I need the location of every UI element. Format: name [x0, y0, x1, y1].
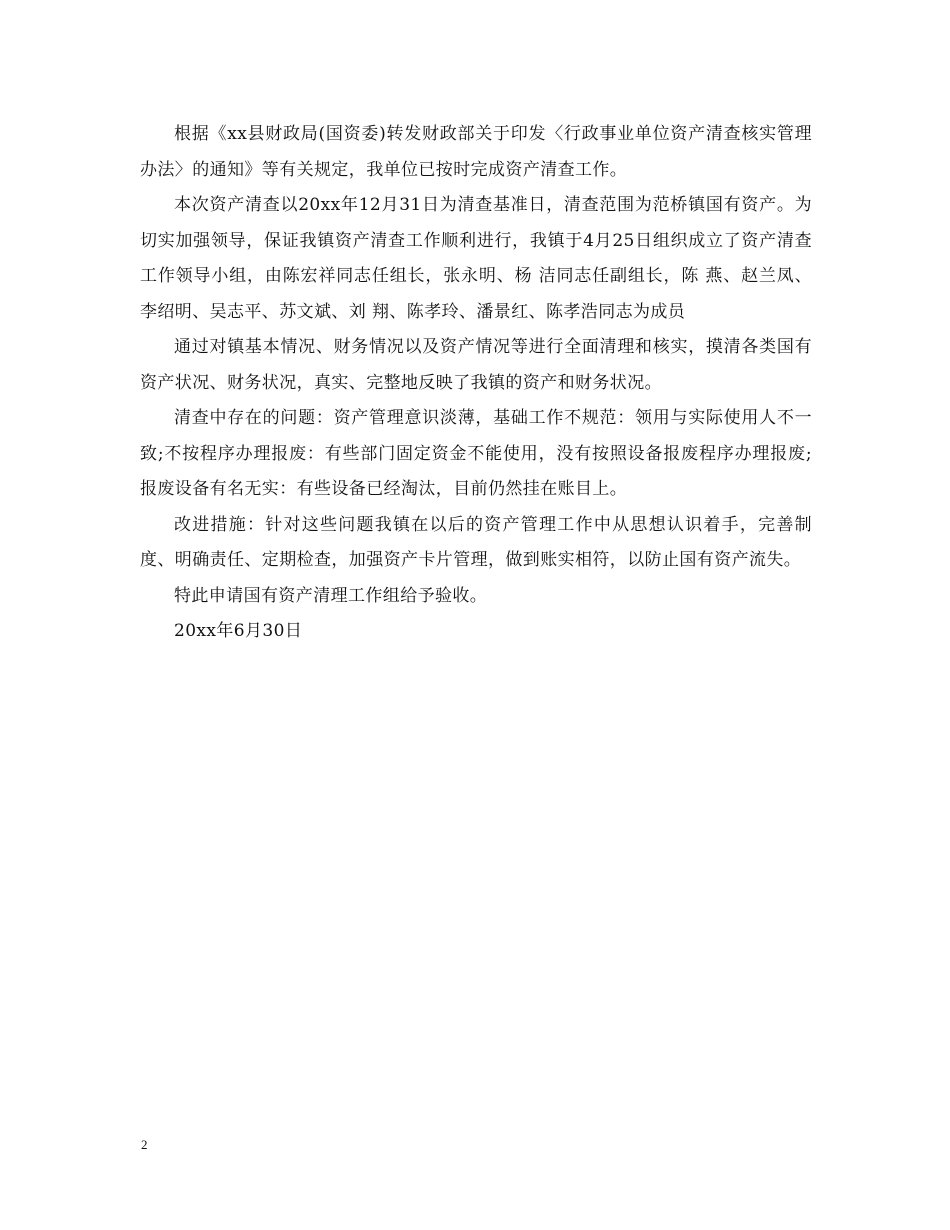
paragraph-legal-basis: 根据《xx县财政局(国资委)转发财政部关于印发〈行政事业单位资产清查核实管理办法〉的通知》等有关规定，我单位已按时完成资产清查工作。: [140, 124, 812, 180]
page-number: 2: [141, 1137, 148, 1152]
paragraph-problems: 清查中存在的问题：资产管理意识淡薄，基础工作不规范：领用与实际使用人不一致;不按程序办理报废：有些部门固定资金不能使用，没有按照设备报废程序办理报废;报废设备有名无实：有些设备已经淘汰，目前仍然挂在账目上。: [140, 408, 812, 499]
paragraph-inventory-result: 通过对镇基本情况、财务情况以及资产情况等进行全面清理和核实，摸清各类国有资产状况、财务状况，真实、完整地反映了我镇的资产和财务状况。: [140, 337, 812, 393]
paragraph-inventory-scope: 本次资产清查以20xx年12月31日为清查基准日，清查范围为范桥镇国有资产。为切实加强领导，保证我镇资产清查工作顺利进行，我镇于4月25日组织成立了资产清查工作领导小组，由陈宏祥同志任组长，张永明、杨 洁同志任副组长，陈 燕、赵兰凤、李绍明、吴志平、苏文斌、刘 翔、陈孝玲、潘景红、陈孝浩同志为成员: [140, 195, 812, 322]
paragraph-improvements: 改进措施：针对这些问题我镇在以后的资产管理工作中从思想认识着手，完善制度、明确责任、定期检查，加强资产卡片管理，做到账实相符，以防止国有资产流失。: [140, 514, 812, 570]
document-date: 20xx年6月30日: [174, 621, 303, 641]
paragraph-request: 特此申请国有资产清理工作组给予验收。: [174, 585, 488, 606]
document-body: [140, 117, 812, 650]
